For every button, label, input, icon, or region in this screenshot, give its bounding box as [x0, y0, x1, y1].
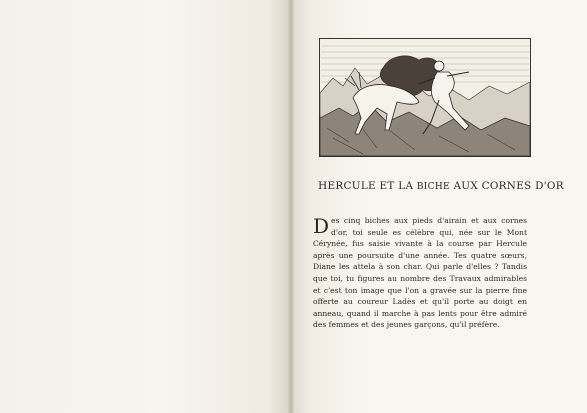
engraving-illustration: [319, 38, 531, 157]
book-gutter: [288, 0, 294, 413]
left-page-blank: [0, 0, 292, 413]
text-line: offerte au coureur Ladès et qu'il porte au doigt en: [313, 297, 527, 307]
text-line: anneau, quand il marche à pas lents pour être admiré: [313, 308, 527, 318]
drop-cap: D: [313, 214, 330, 238]
chapter-title-prefix: HERCULE ET LA: [318, 180, 414, 192]
text-line: es cinq biches aux pieds d'airain et aux cornes: [331, 216, 527, 225]
text-line: Cérynée, fus saisie vivante à la course par Hercule: [313, 239, 527, 249]
text-line: d'or, toi seule es célèbre qui, née sur le Mont: [331, 227, 527, 237]
chapter-title: [296, 180, 586, 192]
chapter-title-suffix: AUX CORNES D'OR: [453, 180, 564, 192]
text-line: après une poursuite d'une année. Tes quatre sœurs,: [313, 250, 527, 260]
text-line: Diane les attela à son char. Qui parle d'elles ? Tandis: [313, 262, 527, 272]
chapter-body: [313, 215, 527, 331]
text-line: que toi, tu figures au nombre des Travaux admirables: [313, 273, 527, 283]
chapter-title-word: BICHE: [416, 182, 450, 192]
text-line: des femmes et des jeunes garçons, qu'il préfère.: [313, 320, 500, 330]
text-line: et c'est ton image que l'on a gravée sur la pierre fine: [313, 285, 527, 295]
